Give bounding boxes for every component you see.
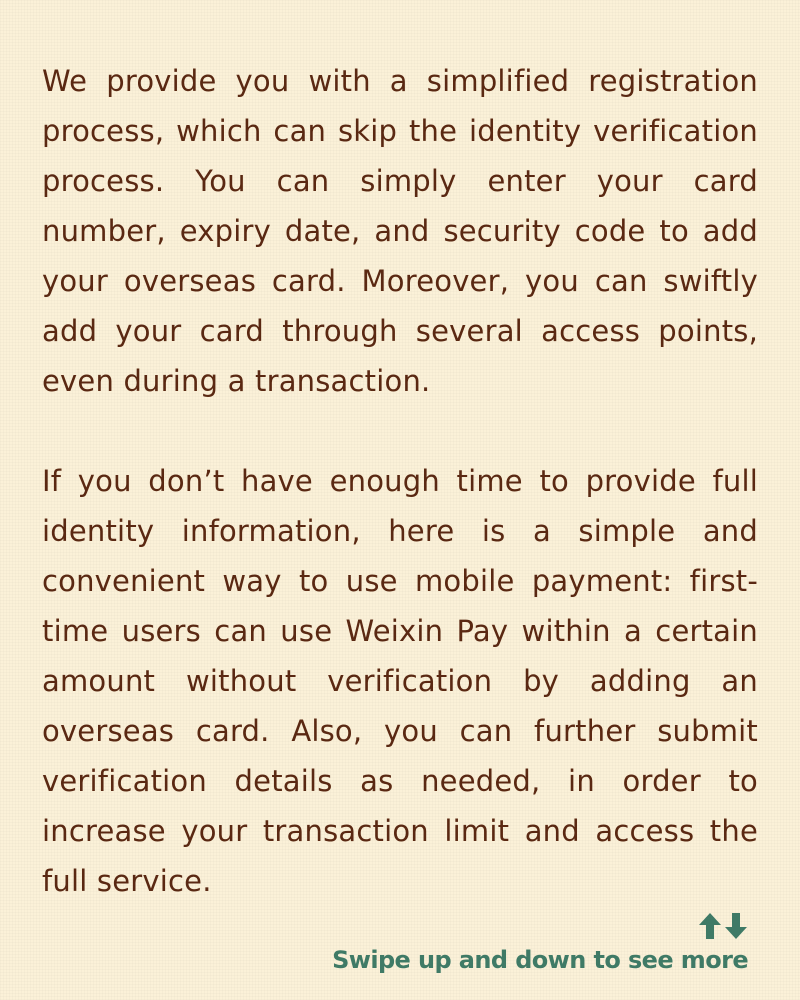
paragraph-registration: We provide you with a simplified registration process, which can skip the identity verification process. You can simply enter your card number, expiry date, and security code to add your overseas card. Moreover, you can swiftly add your card through several access points, even during a transaction. (42, 64, 758, 398)
arrow-up-icon (698, 912, 722, 940)
swipe-arrows (698, 912, 748, 940)
swipe-hint-text: Swipe up and down to see more (332, 946, 748, 974)
article-content (42, 56, 758, 906)
swipe-hint (332, 912, 748, 974)
arrow-down-icon (724, 912, 748, 940)
paragraph-quick-payment: If you don’t have enough time to provide full identity information, here is a simple and convenient way to use mobile payment: first-time users can use Weixin Pay within a certain amount without verification by adding an overseas card. Also, you can further submit verification details as needed, in order to increase your transaction limit and access the full service. (42, 464, 758, 898)
